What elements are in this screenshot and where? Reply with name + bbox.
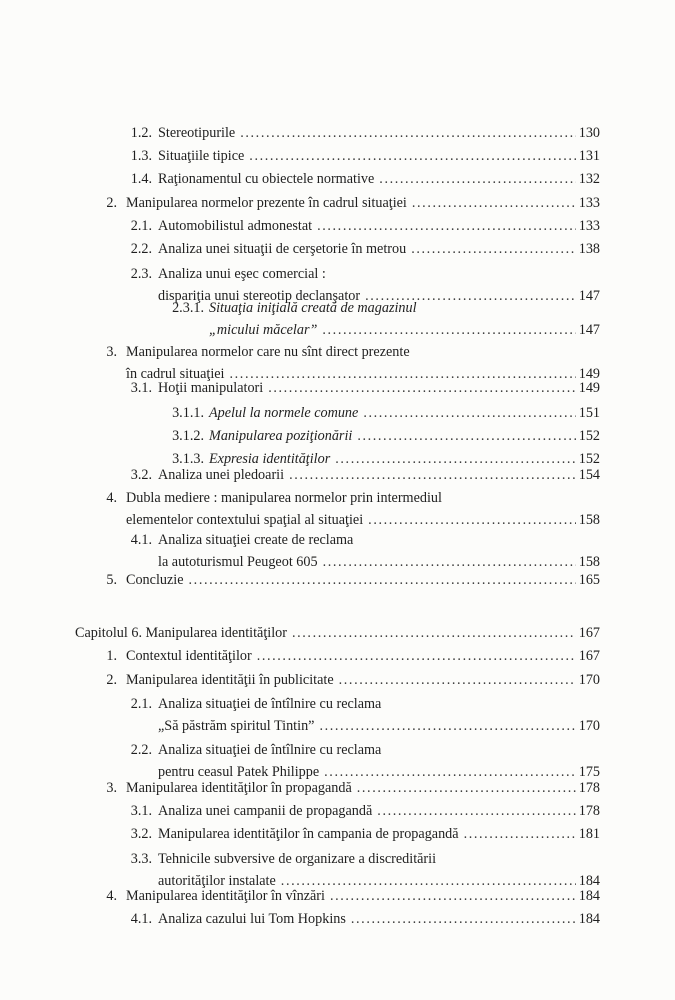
toc-entry-page: 178 xyxy=(578,803,600,819)
dot-leader xyxy=(319,715,575,737)
toc-entry[interactable] xyxy=(0,823,675,845)
toc-entry-title: Analiza cazului lui Tom Hopkins xyxy=(158,911,346,927)
toc-entry[interactable] xyxy=(0,377,675,399)
toc-entry[interactable] xyxy=(0,145,675,167)
toc-entry-number: 3.1. xyxy=(130,803,152,819)
toc-entry-number: 4.1. xyxy=(130,532,152,548)
toc-entry-title: Stereotipurile xyxy=(158,125,236,141)
toc-entry-number: 3.1. xyxy=(130,380,152,396)
toc-entry[interactable] xyxy=(0,402,675,424)
toc-entry[interactable] xyxy=(0,425,675,447)
toc-entry-page: 170 xyxy=(578,672,600,688)
dot-leader xyxy=(363,402,575,424)
toc-entry[interactable] xyxy=(0,777,675,799)
toc-entry[interactable] xyxy=(0,487,675,531)
toc-entry[interactable] xyxy=(0,192,675,214)
toc-entry-page: 178 xyxy=(578,780,600,796)
toc-entry-title: Raţionamentul cu obiectele normative xyxy=(158,171,375,187)
toc-entry[interactable] xyxy=(0,908,675,930)
toc-entry-number: 2.2. xyxy=(130,241,152,257)
toc-entry-page: 165 xyxy=(578,572,600,588)
toc-entry-number: 2.1. xyxy=(130,696,152,712)
dot-leader xyxy=(322,319,575,341)
toc-entry-title: Capitolul 6. Manipularea identităţilor xyxy=(75,625,287,641)
dot-leader xyxy=(330,885,576,907)
dot-leader xyxy=(357,425,575,447)
toc-entry-page: 175 xyxy=(578,764,600,780)
toc-entry-title: Automobilistul admonestat xyxy=(158,218,313,234)
toc-entry[interactable] xyxy=(0,297,675,341)
toc-entry[interactable] xyxy=(0,464,675,486)
dot-leader xyxy=(377,800,575,822)
toc-entry[interactable] xyxy=(0,569,675,591)
toc-entry-number: 2.2. xyxy=(130,742,152,758)
dot-leader xyxy=(249,145,575,167)
toc-entry-title: Manipularea poziţionării xyxy=(209,428,353,444)
toc-entry-number: 2.3. xyxy=(130,266,152,282)
toc-entry-page: 167 xyxy=(578,648,600,664)
dot-leader xyxy=(289,464,576,486)
toc-entry[interactable] xyxy=(0,529,675,573)
toc-entry[interactable] xyxy=(0,622,675,644)
toc-entry-title: Analiza situaţiei create de reclama xyxy=(158,532,354,548)
toc-entry[interactable] xyxy=(0,800,675,822)
dot-leader xyxy=(257,645,576,667)
toc-entry-number: 5. xyxy=(106,572,117,588)
toc-entry-title: Analiza unei pledoarii xyxy=(158,467,285,483)
dot-leader xyxy=(268,377,576,399)
toc-entry-title: Analiza unui eşec comercial : xyxy=(158,266,326,282)
toc-entry-title: Analiza situaţiei de întîlnire cu reclama xyxy=(158,742,382,758)
toc-entry-title: dispariţia unui stereotip declanşator xyxy=(158,288,361,304)
toc-entry-title: Situaţiile tipice xyxy=(158,148,245,164)
toc-entry-page: 138 xyxy=(578,241,600,257)
dot-leader xyxy=(357,777,576,799)
toc-entry-number: 3. xyxy=(106,344,117,360)
toc-entry-number: 4. xyxy=(106,888,117,904)
toc-entry-title: Analiza unei situaţii de cerşetorie în metrou xyxy=(158,241,407,257)
toc-entry-title: Contextul identităţilor xyxy=(126,648,252,664)
dot-leader xyxy=(339,669,576,691)
toc-entry-title: Manipularea normelor care nu sînt direct prezente xyxy=(126,344,410,360)
toc-entry-number: 1.4. xyxy=(130,171,152,187)
toc-entry-title: Analiza situaţiei de întîlnire cu reclama xyxy=(158,696,382,712)
toc-entry-number: 3.2. xyxy=(130,467,152,483)
toc-entry-number: 1. xyxy=(106,648,117,664)
dot-leader xyxy=(368,509,576,531)
toc-entry-page: 149 xyxy=(578,380,600,396)
toc-entry-number: 3.1.2. xyxy=(172,428,204,444)
toc-entry-page: 132 xyxy=(578,171,600,187)
toc-entry[interactable] xyxy=(0,645,675,667)
toc-entry-number: 1.2. xyxy=(130,125,152,141)
toc-entry-page: 152 xyxy=(578,428,600,444)
dot-leader xyxy=(189,569,576,591)
toc-entry-title: Hoţii manipulatori xyxy=(158,380,264,396)
toc-entry-title: elementelor contextului spaţial al situaţiei xyxy=(126,512,364,528)
toc-entry-title: „micului măcelar” xyxy=(209,322,318,338)
toc-entry-page: 184 xyxy=(578,873,600,889)
toc-entry-title: „Să păstrăm spiritul Tintin” xyxy=(158,718,315,734)
toc-entry-page: 181 xyxy=(578,826,600,842)
toc-entry-page: 184 xyxy=(578,888,600,904)
toc-entry-title: Tehnicile subversive de organizare a discreditării xyxy=(158,851,437,867)
toc-entry-number: 3.3. xyxy=(130,851,152,867)
toc-entry-page: 131 xyxy=(578,148,600,164)
toc-entry-page: 133 xyxy=(578,218,600,234)
dot-leader xyxy=(379,168,575,190)
toc-entry-title: autorităţilor instalate xyxy=(158,873,276,889)
toc-entry-title: în cadrul situaţiei xyxy=(126,366,225,382)
toc-entry[interactable] xyxy=(0,885,675,907)
toc-entry-number: 2. xyxy=(106,195,117,211)
toc-entry-page: 167 xyxy=(578,625,600,641)
toc-entry-title: la autoturismul Peugeot 605 xyxy=(158,554,318,570)
toc-entry-title: Situaţia iniţială creată de magazinul xyxy=(209,300,417,316)
toc-entry-number: 4.1. xyxy=(130,911,152,927)
toc-entry-page: 147 xyxy=(578,288,600,304)
dot-leader xyxy=(240,122,575,144)
toc-entry-page: 158 xyxy=(578,554,600,570)
toc-entry-title: Dubla mediere : manipularea normelor prin intermediul xyxy=(126,490,442,506)
toc-entry-title: Manipularea identităţii în publicitate xyxy=(126,672,334,688)
dot-leader xyxy=(317,215,576,237)
toc-entry[interactable] xyxy=(0,215,675,237)
toc-entry-page: 184 xyxy=(578,911,600,927)
toc-entry-number: 2. xyxy=(106,672,117,688)
toc-entry[interactable] xyxy=(0,238,675,260)
toc-entry[interactable] xyxy=(0,122,675,144)
toc-entry-page: 133 xyxy=(578,195,600,211)
toc-entry-number: 3.2. xyxy=(130,826,152,842)
toc-entry-number: 2.3.1. xyxy=(172,300,204,316)
dot-leader xyxy=(292,622,576,644)
dot-leader xyxy=(412,192,576,214)
dot-leader xyxy=(351,908,576,930)
toc-entry-page: 154 xyxy=(578,467,600,483)
toc-entry[interactable] xyxy=(0,168,675,190)
toc-entry-page: 152 xyxy=(578,451,600,467)
toc-entry-page: 147 xyxy=(578,322,600,338)
toc-entry-title: Apelul la normele comune xyxy=(209,405,359,421)
toc-entry[interactable] xyxy=(0,669,675,691)
toc-entry-number: 4. xyxy=(106,490,117,506)
toc-entry-title: Expresia identităţilor xyxy=(209,451,331,467)
dot-leader xyxy=(464,823,576,845)
dot-leader xyxy=(411,238,576,260)
toc-entry-number: 2.1. xyxy=(130,218,152,234)
toc-entry-title: Manipularea normelor prezente în cadrul situaţiei xyxy=(126,195,407,211)
toc-entry-page: 130 xyxy=(578,125,600,141)
toc-entry-number: 3.1.1. xyxy=(172,405,204,421)
toc-entry-number: 3. xyxy=(106,780,117,796)
toc-entry-title: Analiza unei campanii de propagandă xyxy=(158,803,373,819)
toc-entry-title: Manipularea identităţilor în propagandă xyxy=(126,780,352,796)
toc-entry-title: Manipularea identităţilor în campania de propagandă xyxy=(158,826,459,842)
toc-entry-page: 151 xyxy=(578,405,600,421)
toc-entry-number: 3.1.3. xyxy=(172,451,204,467)
toc-entry-page: 158 xyxy=(578,512,600,528)
toc-entry[interactable] xyxy=(0,693,675,737)
toc-entry-number: 1.3. xyxy=(130,148,152,164)
toc-entry-title: pentru ceasul Patek Philippe xyxy=(158,764,320,780)
toc-entry-title: Concluzie xyxy=(126,572,184,588)
toc-entry-title: Manipularea identităţilor în vînzări xyxy=(126,888,325,904)
toc-entry-page: 170 xyxy=(578,718,600,734)
toc-entry-page: 149 xyxy=(578,366,600,382)
